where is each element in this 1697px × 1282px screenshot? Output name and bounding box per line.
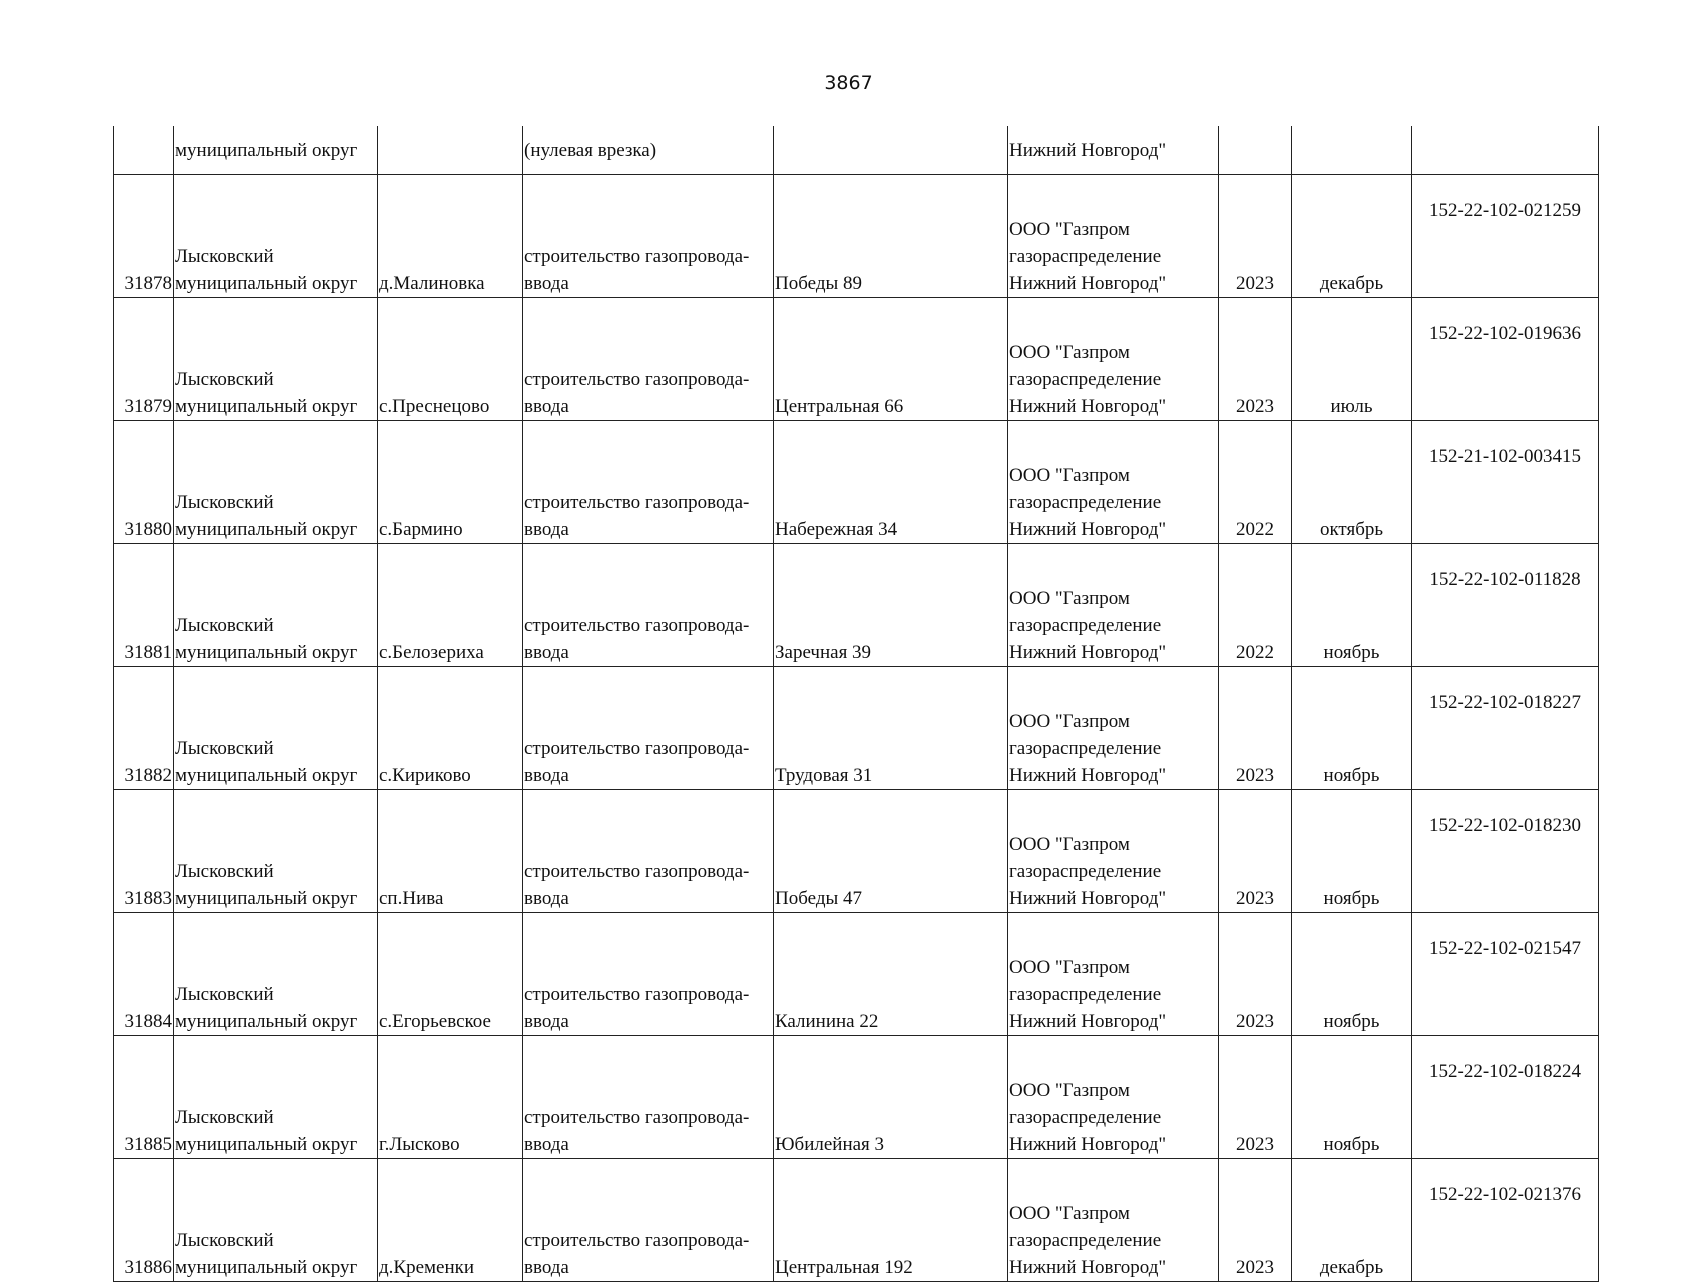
cell-settlement: с.Преснецово: [378, 298, 523, 421]
district-line: муниципальный округ: [175, 273, 358, 294]
cell-org: [1008, 175, 1219, 298]
work-line: строительство газопровода-: [524, 861, 750, 882]
org-line: газораспределение: [1009, 861, 1162, 882]
district-line: Лысковский: [175, 369, 274, 390]
org-line: Нижний Новгород": [1009, 396, 1167, 417]
cell-work: (нулевая врезка): [523, 126, 774, 175]
cell-settlement: с.Егорьевское: [378, 913, 523, 1036]
cell-settlement: д.Малиновка: [378, 175, 523, 298]
cell-org: [1008, 544, 1219, 667]
org-line: газораспределение: [1009, 1107, 1162, 1128]
work-line: ввода: [524, 765, 569, 786]
cell-num: [114, 126, 174, 175]
cell-org: Нижний Новгород": [1008, 126, 1219, 175]
table-row: [114, 1159, 1599, 1282]
org-line: Нижний Новгород": [1009, 519, 1167, 540]
org-line: газораспределение: [1009, 1230, 1162, 1251]
cell-org: [1008, 790, 1219, 913]
district-line: Лысковский: [175, 615, 274, 636]
district-line: муниципальный округ: [175, 519, 358, 540]
cell-month: декабрь: [1292, 1159, 1412, 1282]
cell-district: [174, 790, 378, 913]
cell-address: Заречная 39: [774, 544, 1008, 667]
org-line: газораспределение: [1009, 246, 1162, 267]
cell-district: [174, 544, 378, 667]
cell-work: [523, 421, 774, 544]
org-line: Нижний Новгород": [1009, 765, 1167, 786]
cell-num: 31883: [114, 790, 174, 913]
cell-org: [1008, 298, 1219, 421]
district-line: муниципальный округ: [175, 765, 358, 786]
cell-code: [1412, 126, 1599, 175]
cell-district: муниципальный округ: [174, 126, 378, 175]
cell-num: 31885: [114, 1036, 174, 1159]
cell-year: 2023: [1219, 175, 1292, 298]
org-line: Нижний Новгород": [1009, 1011, 1167, 1032]
table-row: [114, 1036, 1599, 1159]
cell-code: 152-22-102-021259: [1412, 175, 1599, 298]
org-line: газораспределение: [1009, 492, 1162, 513]
cell-address: Трудовая 31: [774, 667, 1008, 790]
org-line: газораспределение: [1009, 369, 1162, 390]
work-line: ввода: [524, 273, 569, 294]
cell-year: 2023: [1219, 913, 1292, 1036]
cell-district: [174, 667, 378, 790]
cell-address: Калинина 22: [774, 913, 1008, 1036]
district-line: муниципальный округ: [175, 1257, 358, 1278]
org-line: ООО "Газпром: [1009, 219, 1130, 240]
cell-code: 152-22-102-018224: [1412, 1036, 1599, 1159]
table-row: [114, 790, 1599, 913]
org-line: Нижний Новгород": [1009, 273, 1167, 294]
cell-month: ноябрь: [1292, 913, 1412, 1036]
work-line: строительство газопровода-: [524, 492, 750, 513]
cell-work: [523, 544, 774, 667]
cell-work: [523, 1036, 774, 1159]
cell-code: 152-22-102-011828: [1412, 544, 1599, 667]
district-line: Лысковский: [175, 492, 274, 513]
cell-district: [174, 1159, 378, 1282]
table-row: [114, 667, 1599, 790]
cell-num: 31886: [114, 1159, 174, 1282]
cell-code: 152-22-102-019636: [1412, 298, 1599, 421]
work-line: строительство газопровода-: [524, 738, 750, 759]
cell-month: ноябрь: [1292, 544, 1412, 667]
work-line: ввода: [524, 519, 569, 540]
cell-settlement: с.Кириково: [378, 667, 523, 790]
work-line: строительство газопровода-: [524, 369, 750, 390]
cell-address: Победы 89: [774, 175, 1008, 298]
cell-address: Победы 47: [774, 790, 1008, 913]
cell-code: 152-22-102-021376: [1412, 1159, 1599, 1282]
cell-num: 31884: [114, 913, 174, 1036]
cell-month: ноябрь: [1292, 1036, 1412, 1159]
cell-month: ноябрь: [1292, 667, 1412, 790]
cell-district: [174, 175, 378, 298]
cell-code: 152-22-102-021547: [1412, 913, 1599, 1036]
cell-month: ноябрь: [1292, 790, 1412, 913]
gasification-table: [113, 126, 1599, 1282]
district-line: муниципальный округ: [175, 1011, 358, 1032]
org-line: газораспределение: [1009, 615, 1162, 636]
org-line: газораспределение: [1009, 984, 1162, 1005]
cell-month: [1292, 126, 1412, 175]
cell-year: 2023: [1219, 298, 1292, 421]
cell-year: [1219, 126, 1292, 175]
cell-work: [523, 298, 774, 421]
district-line: муниципальный округ: [175, 1134, 358, 1155]
cell-settlement: [378, 126, 523, 175]
org-line: Нижний Новгород": [1009, 888, 1167, 909]
table-row: [114, 544, 1599, 667]
cell-year: 2023: [1219, 1159, 1292, 1282]
cell-settlement: д.Кременки: [378, 1159, 523, 1282]
cell-work: [523, 175, 774, 298]
org-line: ООО "Газпром: [1009, 342, 1130, 363]
work-line: строительство газопровода-: [524, 246, 750, 267]
cell-year: 2022: [1219, 421, 1292, 544]
org-line: ООО "Газпром: [1009, 711, 1130, 732]
cell-org: [1008, 1036, 1219, 1159]
cell-code: 152-21-102-003415: [1412, 421, 1599, 544]
cell-year: 2023: [1219, 1036, 1292, 1159]
cell-num: 31881: [114, 544, 174, 667]
cell-org: [1008, 1159, 1219, 1282]
org-line: ООО "Газпром: [1009, 588, 1130, 609]
work-line: строительство газопровода-: [524, 984, 750, 1005]
cell-address: Центральная 66: [774, 298, 1008, 421]
cell-settlement: с.Бармино: [378, 421, 523, 544]
cell-year: 2023: [1219, 667, 1292, 790]
cell-district: [174, 421, 378, 544]
table-row: [114, 913, 1599, 1036]
table-row: [114, 175, 1599, 298]
district-line: Лысковский: [175, 246, 274, 267]
cell-year: 2023: [1219, 790, 1292, 913]
cell-work: [523, 913, 774, 1036]
cell-month: июль: [1292, 298, 1412, 421]
cell-address: [774, 126, 1008, 175]
org-line: ООО "Газпром: [1009, 1080, 1130, 1101]
work-line: строительство газопровода-: [524, 1230, 750, 1251]
org-line: газораспределение: [1009, 738, 1162, 759]
cell-year: 2022: [1219, 544, 1292, 667]
district-line: муниципальный округ: [175, 888, 358, 909]
cell-org: [1008, 913, 1219, 1036]
cell-num: 31880: [114, 421, 174, 544]
cell-district: [174, 913, 378, 1036]
continuation-row: [114, 126, 1599, 175]
cell-org: [1008, 421, 1219, 544]
cell-district: [174, 298, 378, 421]
work-line: ввода: [524, 1011, 569, 1032]
district-line: Лысковский: [175, 1230, 274, 1251]
cell-settlement: с.Белозериха: [378, 544, 523, 667]
district-line: Лысковский: [175, 861, 274, 882]
cell-code: 152-22-102-018230: [1412, 790, 1599, 913]
cell-district: [174, 1036, 378, 1159]
cell-settlement: сп.Нива: [378, 790, 523, 913]
org-line: ООО "Газпром: [1009, 957, 1130, 978]
cell-num: 31879: [114, 298, 174, 421]
table-row: [114, 421, 1599, 544]
work-line: ввода: [524, 1134, 569, 1155]
cell-settlement: г.Лысково: [378, 1036, 523, 1159]
org-line: ООО "Газпром: [1009, 465, 1130, 486]
cell-month: октябрь: [1292, 421, 1412, 544]
district-line: муниципальный округ: [175, 396, 358, 417]
cell-code: 152-22-102-018227: [1412, 667, 1599, 790]
org-line: Нижний Новгород": [1009, 1257, 1167, 1278]
work-line: строительство газопровода-: [524, 1107, 750, 1128]
work-line: строительство газопровода-: [524, 615, 750, 636]
cell-work: [523, 667, 774, 790]
work-line: ввода: [524, 642, 569, 663]
cell-month: декабрь: [1292, 175, 1412, 298]
cell-num: 31882: [114, 667, 174, 790]
page-number: 3867: [824, 72, 873, 94]
district-line: Лысковский: [175, 738, 274, 759]
org-line: Нижний Новгород": [1009, 1134, 1167, 1155]
district-line: Лысковский: [175, 1107, 274, 1128]
cell-address: Юбилейная 3: [774, 1036, 1008, 1159]
cell-work: [523, 1159, 774, 1282]
cell-num: 31878: [114, 175, 174, 298]
org-line: ООО "Газпром: [1009, 1203, 1130, 1224]
org-line: Нижний Новгород": [1009, 642, 1167, 663]
cell-org: [1008, 667, 1219, 790]
work-line: ввода: [524, 396, 569, 417]
work-line: ввода: [524, 1257, 569, 1278]
work-line: ввода: [524, 888, 569, 909]
cell-address: Центральная 192: [774, 1159, 1008, 1282]
district-line: муниципальный округ: [175, 642, 358, 663]
cell-work: [523, 790, 774, 913]
table-row: [114, 298, 1599, 421]
district-line: Лысковский: [175, 984, 274, 1005]
org-line: ООО "Газпром: [1009, 834, 1130, 855]
cell-address: Набережная 34: [774, 421, 1008, 544]
